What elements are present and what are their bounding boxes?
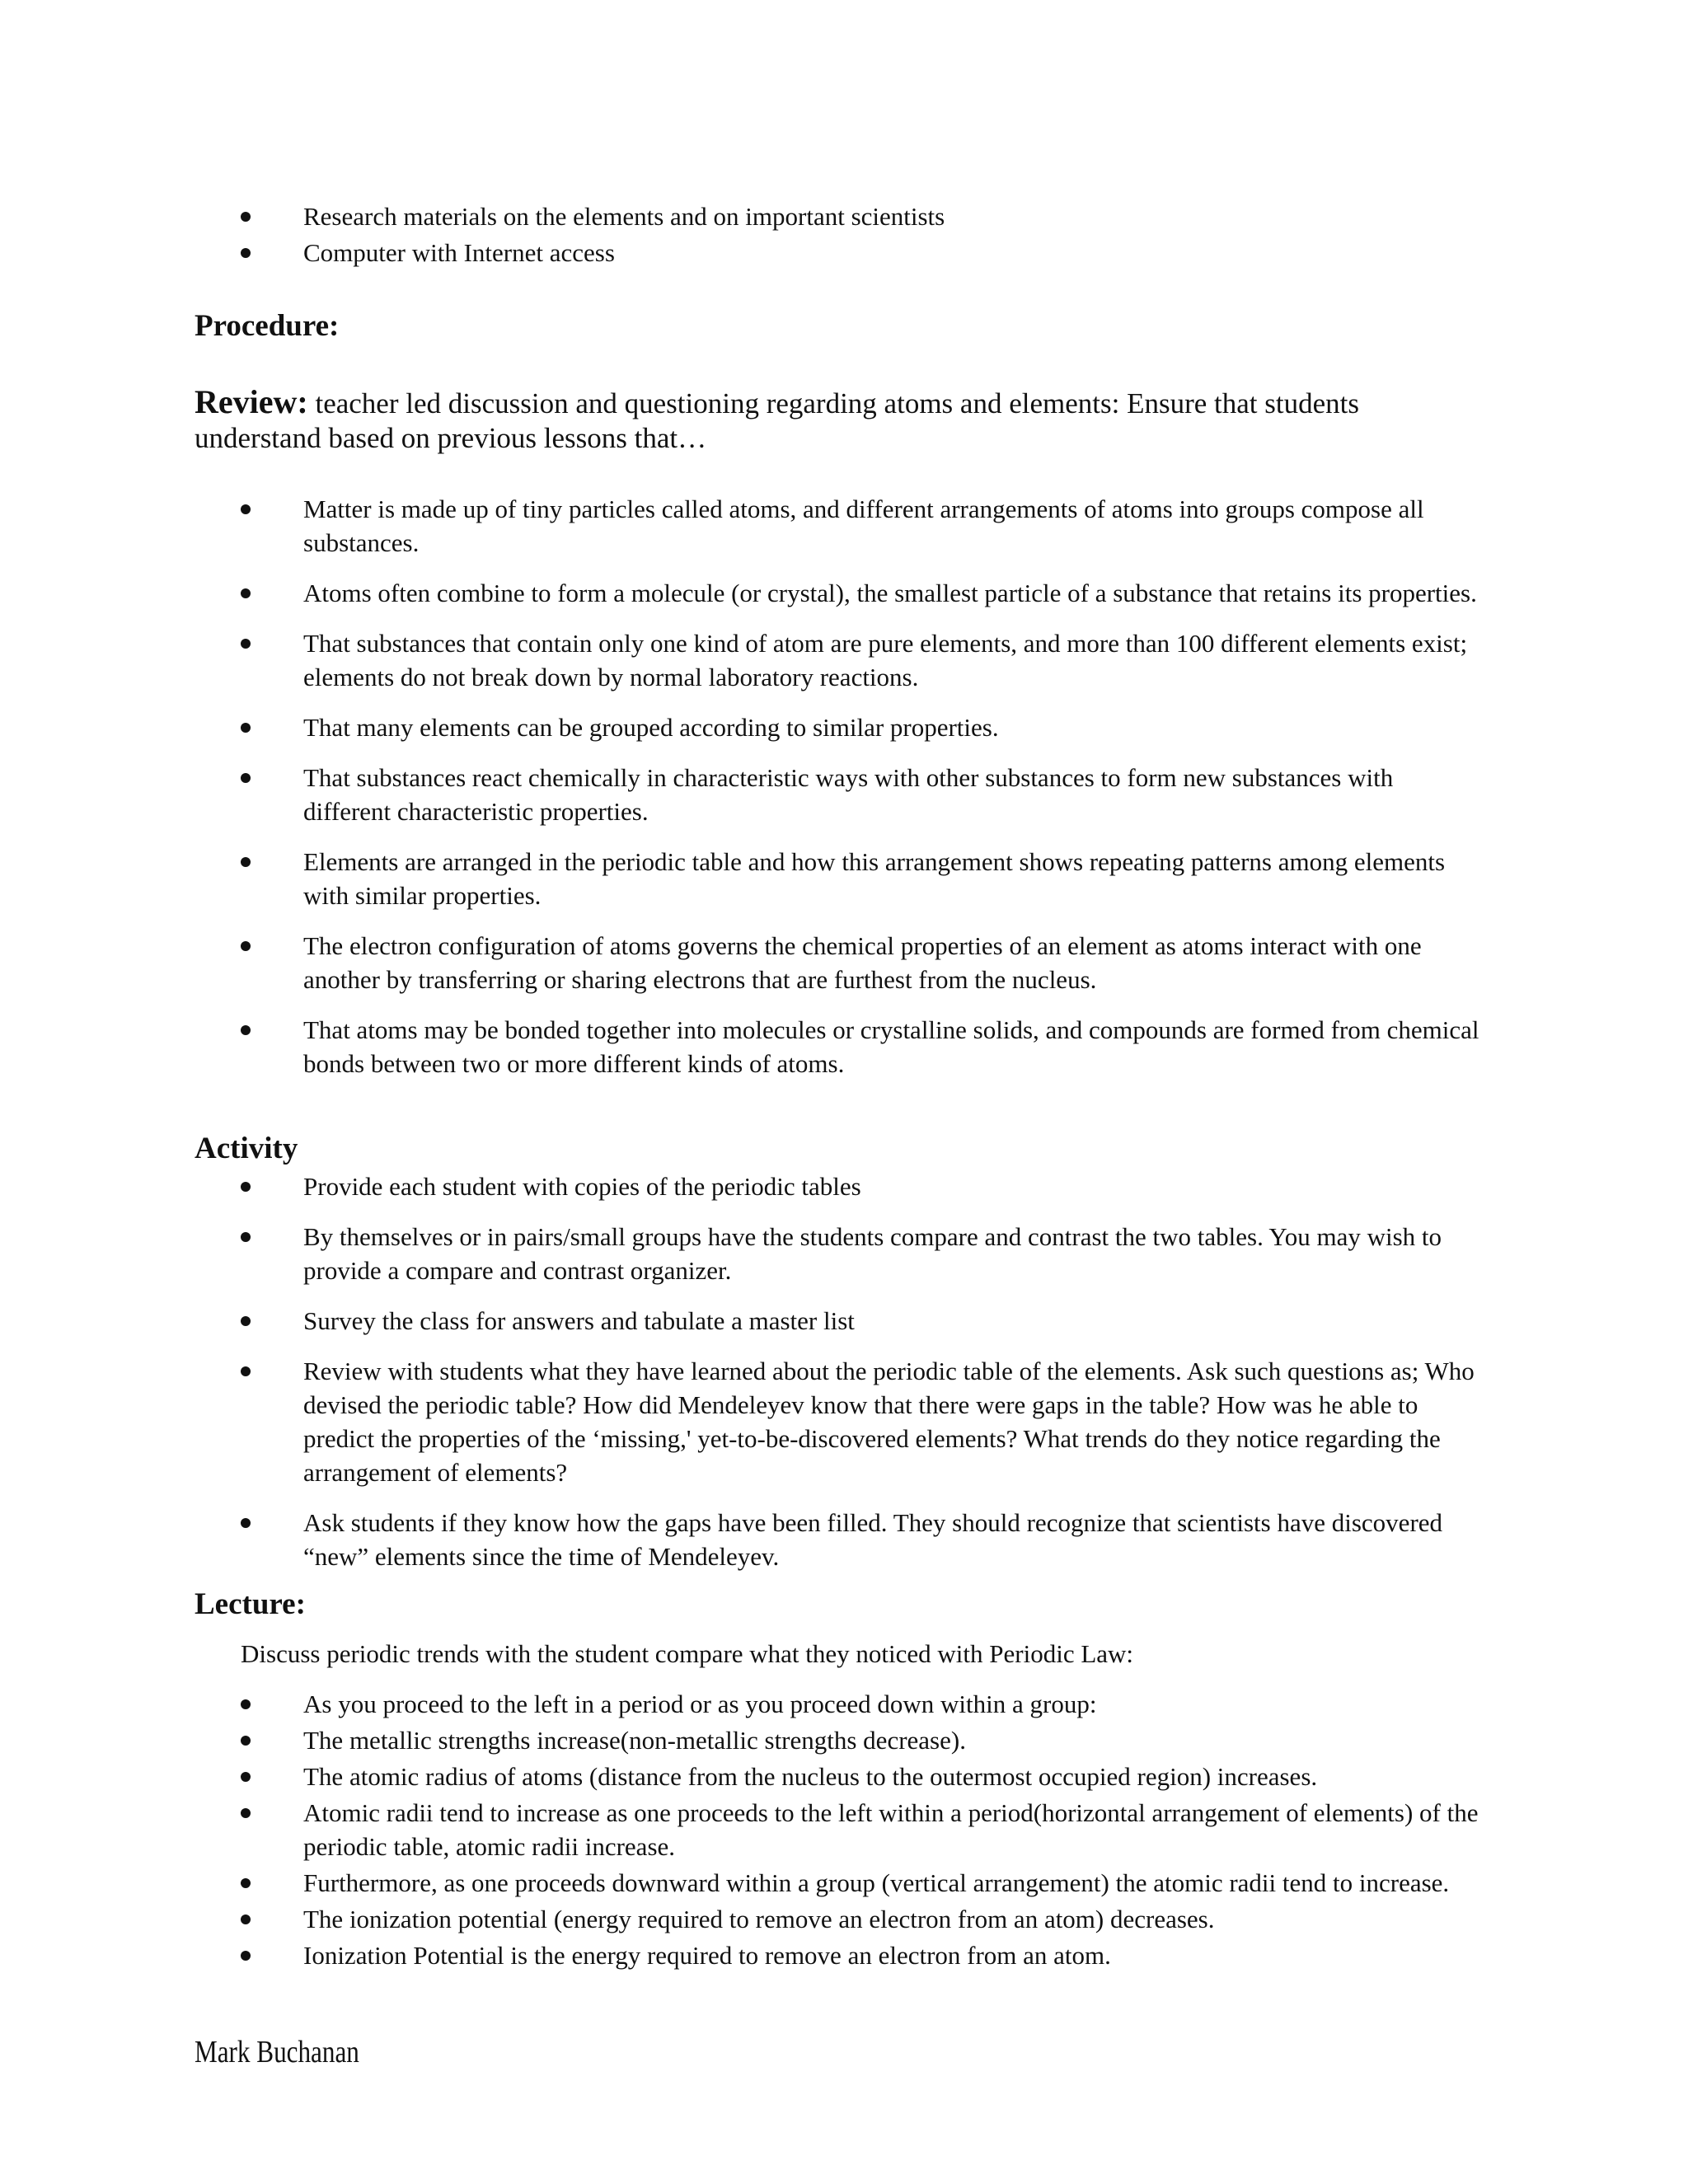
bullet-icon [241, 773, 251, 783]
list-item-text: Atoms often combine to form a molecule (or crystal), the smallest particle of a substance that retains its properties. [303, 579, 1477, 607]
list-item-text: The metallic strengths increase(non-metallic strengths decrease). [303, 1726, 966, 1755]
list-item-text: Survey the class for answers and tabulate a master list [303, 1306, 855, 1335]
bullet-icon [241, 1772, 251, 1782]
bullet-icon [241, 1915, 251, 1924]
list-item [0, 1169, 1688, 1203]
review-text: teacher led discussion and questioning regarding atoms and elements: Ensure that students understand based on previous lessons that… [195, 387, 1359, 454]
bullet-icon [241, 1518, 251, 1528]
list-item-text: Elements are arranged in the periodic table and how this arrangement shows repeating patterns among elements with similar properties. [303, 847, 1446, 910]
list-item-text: The electron configuration of atoms governs the chemical properties of an element as atoms interact with one another by transferring or sharing electrons that are furthest from the nucleus. [303, 931, 1422, 994]
list-item [0, 1687, 1688, 1721]
lecture-heading: Lecture: [195, 1587, 306, 1621]
bullet-icon [241, 1808, 251, 1818]
list-item [0, 199, 1688, 233]
list-item-text: The ionization potential (energy required to remove an electron from an atom) decreases. [303, 1905, 1215, 1933]
bullet-icon [241, 1878, 251, 1888]
bullet-icon [241, 941, 251, 951]
list-item [0, 1902, 1688, 1936]
list-item [0, 576, 1688, 610]
list-item-text: Ionization Potential is the energy required to remove an electron from an atom. [303, 1941, 1111, 1970]
bullet-icon [241, 1232, 251, 1242]
list-item [0, 1796, 1688, 1863]
list-item [0, 492, 1688, 560]
list-item-text: Atomic radii tend to increase as one proceeds to the left within a period(horizontal arrangement of elements) of the periodic table, atomic radii increase. [303, 1798, 1479, 1861]
list-item [0, 929, 1688, 996]
list-item-text: As you proceed to the left in a period or as you proceed down within a group: [303, 1690, 1097, 1718]
list-item [0, 845, 1688, 912]
list-item-text: That many elements can be grouped according to similar properties. [303, 713, 999, 742]
list-item [0, 761, 1688, 828]
bullet-icon [241, 639, 251, 649]
bullet-icon [241, 1366, 251, 1376]
bullet-icon [241, 504, 251, 514]
author-name: Mark Buchanan [195, 2035, 359, 2069]
review-list [0, 492, 1688, 1097]
procedure-heading: Procedure: [195, 309, 340, 343]
list-item-text: That substances that contain only one kind of atom are pure elements, and more than 100 different elements exist; elements do not break down by normal laboratory reactions. [303, 629, 1468, 691]
list-item [0, 1760, 1688, 1793]
list-item [0, 1938, 1688, 1972]
list-item [0, 1220, 1688, 1287]
materials-list [0, 199, 1688, 272]
list-item-text: Ask students if they know how the gaps have been filled. They should recognize that scientists have discovered “new” elements since the time of Mendeleyev. [303, 1508, 1443, 1571]
list-item-text: The atomic radius of atoms (distance from the nucleus to the outermost occupied region) increases. [303, 1762, 1318, 1791]
activity-list [0, 1169, 1688, 1590]
activity-heading: Activity [195, 1132, 298, 1165]
list-item-text: By themselves or in pairs/small groups have the students compare and contrast the two tables. You may wish to provide a compare and contrast organizer. [303, 1222, 1442, 1285]
bullet-icon [241, 857, 251, 867]
list-item [0, 626, 1688, 694]
list-item [0, 1506, 1688, 1573]
list-item [0, 1304, 1688, 1338]
list-item-text: Furthermore, as one proceeds downward within a group (vertical arrangement) the atomic radii tend to increase. [303, 1868, 1450, 1897]
list-item-text: Matter is made up of tiny particles called atoms, and different arrangements of atoms into groups compose all substances. [303, 494, 1424, 557]
bullet-icon [241, 723, 251, 733]
bullet-icon [241, 1316, 251, 1326]
lecture-intro: Discuss periodic trends with the student compare what they noticed with Periodic Law: [241, 1639, 1134, 1668]
list-item [0, 1723, 1688, 1757]
list-item [0, 1866, 1688, 1900]
review-paragraph [195, 385, 1480, 456]
bullet-icon [241, 1699, 251, 1709]
list-item [0, 236, 1688, 269]
review-label: Review: [195, 383, 308, 420]
list-item-text: That atoms may be bonded together into molecules or crystalline solids, and compounds are formed from chemical bonds between two or more different kinds of atoms. [303, 1015, 1479, 1078]
list-item-text: That substances react chemically in characteristic ways with other substances to form new substances with different characteristic properties. [303, 763, 1394, 826]
bullet-icon [241, 1182, 251, 1192]
list-item-text: Provide each student with copies of the periodic tables [303, 1172, 861, 1201]
list-item-text: Research materials on the elements and on important scientists [303, 202, 945, 231]
bullet-icon [241, 248, 251, 258]
list-item [0, 1354, 1688, 1489]
lecture-list [0, 1687, 1688, 1975]
bullet-icon [241, 212, 251, 222]
bullet-icon [241, 1736, 251, 1746]
list-item [0, 710, 1688, 744]
bullet-icon [241, 588, 251, 598]
list-item [0, 1013, 1688, 1080]
bullet-icon [241, 1951, 251, 1961]
list-item-text: Computer with Internet access [303, 238, 615, 267]
bullet-icon [241, 1025, 251, 1035]
list-item-text: Review with students what they have learned about the periodic table of the elements. Ask such questions as; Who devised the periodic table? How did Mendeleyev know that there were gaps in the table? How was he able to predict the properties of the ‘missing,' yet-to-be-discovered elements? What trends do they notice regarding the arrangement of elements? [303, 1357, 1475, 1487]
